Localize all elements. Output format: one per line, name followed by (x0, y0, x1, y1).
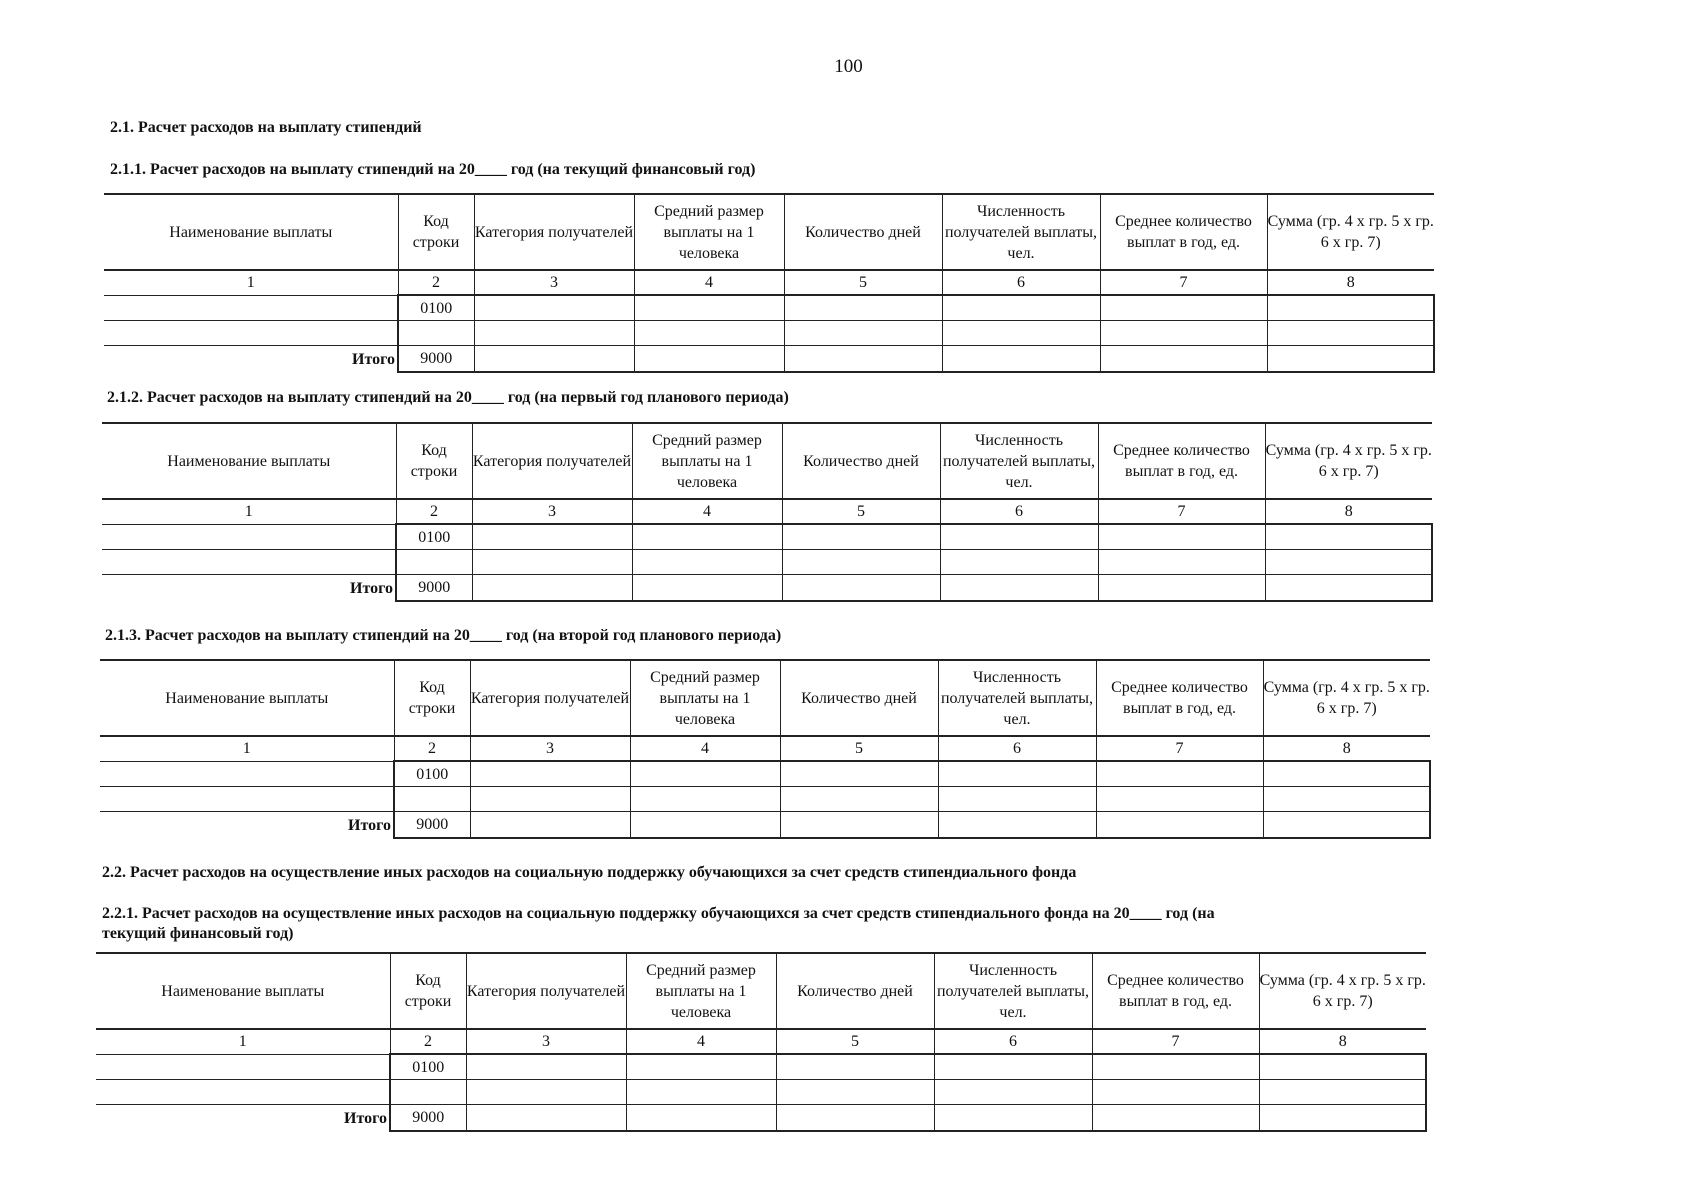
row-name-cell[interactable] (104, 295, 398, 321)
data-cell[interactable] (470, 787, 630, 812)
total-data-cell[interactable] (780, 812, 938, 839)
data-cell[interactable] (776, 1080, 934, 1105)
column-number-6: 6 (940, 499, 1098, 524)
data-cell[interactable] (942, 321, 1100, 346)
total-data-cell[interactable] (782, 575, 940, 602)
total-data-cell[interactable] (1267, 346, 1434, 373)
column-number-8: 8 (1267, 270, 1434, 295)
column-header-2: Код строки (396, 423, 472, 499)
page-number: 100 (834, 56, 863, 77)
data-cell[interactable] (940, 550, 1098, 575)
data-cell[interactable] (780, 761, 938, 787)
data-cell[interactable] (634, 295, 784, 321)
data-cell[interactable] (1096, 787, 1263, 812)
column-header-1: Наименование выплаты (96, 953, 390, 1029)
total-data-cell[interactable] (938, 812, 1096, 839)
data-cell[interactable] (474, 321, 634, 346)
total-data-cell[interactable] (634, 346, 784, 373)
total-data-cell[interactable] (626, 1105, 776, 1132)
column-header-5: Количество дней (784, 194, 942, 270)
column-number-3: 3 (466, 1029, 626, 1054)
column-number-2: 2 (394, 736, 470, 761)
column-number-3: 3 (472, 499, 632, 524)
column-header-6: Численность получателей выплаты, чел. (938, 660, 1096, 736)
column-header-6: Численность получателей выплаты, чел. (942, 194, 1100, 270)
column-header-2: Код строки (394, 660, 470, 736)
column-number-6: 6 (934, 1029, 1092, 1054)
column-header-1: Наименование выплаты (104, 194, 398, 270)
row-name-cell[interactable] (96, 1080, 390, 1105)
total-data-cell[interactable] (776, 1105, 934, 1132)
column-number-8: 8 (1265, 499, 1432, 524)
total-data-cell[interactable] (1092, 1105, 1259, 1132)
row-code-cell: 0100 (394, 761, 470, 787)
data-cell[interactable] (938, 761, 1096, 787)
column-header-5: Количество дней (780, 660, 938, 736)
column-header-3: Категория получателей (470, 660, 630, 736)
column-number-5: 5 (784, 270, 942, 295)
column-number-4: 4 (632, 499, 782, 524)
section-heading-2-1-2: 2.1.2. Расчет расходов на выплату стипендий на 20____ год (на первый год планового периода) (107, 389, 789, 406)
column-header-2: Код строки (398, 194, 474, 270)
column-header-1: Наименование выплаты (100, 660, 394, 736)
column-number-1: 1 (102, 499, 396, 524)
column-header-6: Численность получателей выплаты, чел. (934, 953, 1092, 1029)
data-cell[interactable] (1267, 321, 1434, 346)
column-number-2: 2 (398, 270, 474, 295)
row-name-cell[interactable] (102, 524, 396, 550)
data-cell[interactable] (466, 1080, 626, 1105)
data-cell[interactable] (466, 1054, 626, 1080)
total-data-cell[interactable] (1265, 575, 1432, 602)
data-cell[interactable] (782, 524, 940, 550)
column-header-7: Среднее количество выплат в год, ед. (1098, 423, 1265, 499)
total-data-cell[interactable] (474, 346, 634, 373)
total-data-cell[interactable] (1263, 812, 1430, 839)
column-number-4: 4 (630, 736, 780, 761)
data-cell[interactable] (1259, 1080, 1426, 1105)
section-heading-2-2: 2.2. Расчет расходов на осуществление иных расходов на социальную поддержку обучающихся за счет средств стипендиального фонда (102, 864, 1077, 881)
column-number-1: 1 (100, 736, 394, 761)
data-cell[interactable] (470, 761, 630, 787)
column-header-3: Категория получателей (472, 423, 632, 499)
section-heading-2-2-1-line2: текущий финансовый год) (102, 925, 294, 942)
data-cell[interactable] (1098, 550, 1265, 575)
row-name-cell[interactable] (102, 550, 396, 575)
total-label: Итого (100, 812, 394, 839)
column-number-6: 6 (942, 270, 1100, 295)
data-cell[interactable] (1267, 295, 1434, 321)
data-cell[interactable] (472, 550, 632, 575)
data-cell[interactable] (776, 1054, 934, 1080)
column-number-2: 2 (396, 499, 472, 524)
stipend-table-3 (100, 659, 1431, 839)
stipend-table-2 (102, 422, 1433, 602)
total-data-cell[interactable] (1096, 812, 1263, 839)
column-header-5: Количество дней (782, 423, 940, 499)
column-number-8: 8 (1259, 1029, 1426, 1054)
data-cell[interactable] (1092, 1080, 1259, 1105)
column-number-5: 5 (782, 499, 940, 524)
total-data-cell[interactable] (470, 812, 630, 839)
data-cell[interactable] (394, 787, 470, 812)
column-header-4: Средний размер выплаты на 1 человека (630, 660, 780, 736)
column-header-7: Среднее количество выплат в год, ед. (1096, 660, 1263, 736)
total-data-cell[interactable] (784, 346, 942, 373)
data-cell[interactable] (474, 295, 634, 321)
column-number-7: 7 (1092, 1029, 1259, 1054)
row-name-cell[interactable] (100, 761, 394, 787)
row-name-cell[interactable] (96, 1054, 390, 1080)
data-cell[interactable] (784, 295, 942, 321)
data-cell[interactable] (940, 524, 1098, 550)
column-header-5: Количество дней (776, 953, 934, 1029)
column-header-1: Наименование выплаты (102, 423, 396, 499)
data-cell[interactable] (1100, 321, 1267, 346)
column-header-3: Категория получателей (474, 194, 634, 270)
row-code-cell: 0100 (396, 524, 472, 550)
total-data-cell[interactable] (1100, 346, 1267, 373)
total-data-cell[interactable] (940, 575, 1098, 602)
column-header-8: Сумма (гр. 4 х гр. 5 х гр. 6 х гр. 7) (1265, 423, 1432, 499)
section-heading-2-1-1: 2.1.1. Расчет расходов на выплату стипендий на 20____ год (на текущий финансовый год) (110, 161, 756, 178)
total-label: Итого (104, 346, 398, 373)
row-name-cell[interactable] (104, 321, 398, 346)
data-cell[interactable] (784, 321, 942, 346)
column-number-5: 5 (776, 1029, 934, 1054)
total-data-cell[interactable] (1098, 575, 1265, 602)
column-number-7: 7 (1100, 270, 1267, 295)
column-header-7: Среднее количество выплат в год, ед. (1100, 194, 1267, 270)
data-cell[interactable] (1263, 787, 1430, 812)
data-cell[interactable] (938, 787, 1096, 812)
data-cell[interactable] (626, 1054, 776, 1080)
data-cell[interactable] (1265, 524, 1432, 550)
row-code-cell: 0100 (398, 295, 474, 321)
data-cell[interactable] (390, 1080, 466, 1105)
total-data-cell[interactable] (934, 1105, 1092, 1132)
data-cell[interactable] (630, 787, 780, 812)
total-code-cell: 9000 (398, 346, 474, 373)
column-number-7: 7 (1098, 499, 1265, 524)
data-cell[interactable] (632, 550, 782, 575)
total-data-cell[interactable] (942, 346, 1100, 373)
column-number-7: 7 (1096, 736, 1263, 761)
column-number-4: 4 (634, 270, 784, 295)
total-code-cell: 9000 (396, 575, 472, 602)
total-data-cell[interactable] (632, 575, 782, 602)
data-cell[interactable] (634, 321, 784, 346)
data-cell[interactable] (1096, 761, 1263, 787)
data-cell[interactable] (934, 1080, 1092, 1105)
data-cell[interactable] (626, 1080, 776, 1105)
column-number-6: 6 (938, 736, 1096, 761)
column-header-2: Код строки (390, 953, 466, 1029)
data-cell[interactable] (472, 524, 632, 550)
data-cell[interactable] (1092, 1054, 1259, 1080)
total-code-cell: 9000 (394, 812, 470, 839)
data-cell[interactable] (942, 295, 1100, 321)
section-heading-2-2-1-line1: 2.2.1. Расчет расходов на осуществление иных расходов на социальную поддержку обучающихся за счет средств стипендиального фонда на 20____ год (на (102, 905, 1215, 922)
column-header-8: Сумма (гр. 4 х гр. 5 х гр. 6 х гр. 7) (1267, 194, 1434, 270)
total-code-cell: 9000 (390, 1105, 466, 1132)
column-number-8: 8 (1263, 736, 1430, 761)
section-heading-2-1: 2.1. Расчет расходов на выплату стипендий (110, 119, 422, 136)
total-data-cell[interactable] (1259, 1105, 1426, 1132)
stipend-table-1 (104, 193, 1435, 373)
column-header-3: Категория получателей (466, 953, 626, 1029)
column-number-1: 1 (104, 270, 398, 295)
data-cell[interactable] (1259, 1054, 1426, 1080)
total-data-cell[interactable] (466, 1105, 626, 1132)
data-cell[interactable] (780, 787, 938, 812)
column-header-8: Сумма (гр. 4 х гр. 5 х гр. 6 х гр. 7) (1263, 660, 1430, 736)
stipend-table-4 (96, 952, 1427, 1132)
data-cell[interactable] (632, 524, 782, 550)
data-cell[interactable] (782, 550, 940, 575)
total-data-cell[interactable] (630, 812, 780, 839)
column-number-1: 1 (96, 1029, 390, 1054)
data-cell[interactable] (934, 1054, 1092, 1080)
total-label: Итого (96, 1105, 390, 1132)
row-code-cell: 0100 (390, 1054, 466, 1080)
column-header-4: Средний размер выплаты на 1 человека (626, 953, 776, 1029)
data-cell[interactable] (398, 321, 474, 346)
column-header-7: Среднее количество выплат в год, ед. (1092, 953, 1259, 1029)
data-cell[interactable] (396, 550, 472, 575)
column-header-8: Сумма (гр. 4 х гр. 5 х гр. 6 х гр. 7) (1259, 953, 1426, 1029)
total-data-cell[interactable] (472, 575, 632, 602)
data-cell[interactable] (1098, 524, 1265, 550)
data-cell[interactable] (1265, 550, 1432, 575)
column-number-2: 2 (390, 1029, 466, 1054)
column-number-3: 3 (470, 736, 630, 761)
data-cell[interactable] (630, 761, 780, 787)
column-header-6: Численность получателей выплаты, чел. (940, 423, 1098, 499)
column-header-4: Средний размер выплаты на 1 человека (634, 194, 784, 270)
row-name-cell[interactable] (100, 787, 394, 812)
column-number-4: 4 (626, 1029, 776, 1054)
column-header-4: Средний размер выплаты на 1 человека (632, 423, 782, 499)
column-number-5: 5 (780, 736, 938, 761)
section-heading-2-1-3: 2.1.3. Расчет расходов на выплату стипендий на 20____ год (на второй год планового периода) (105, 627, 782, 644)
data-cell[interactable] (1100, 295, 1267, 321)
total-label: Итого (102, 575, 396, 602)
data-cell[interactable] (1263, 761, 1430, 787)
column-number-3: 3 (474, 270, 634, 295)
